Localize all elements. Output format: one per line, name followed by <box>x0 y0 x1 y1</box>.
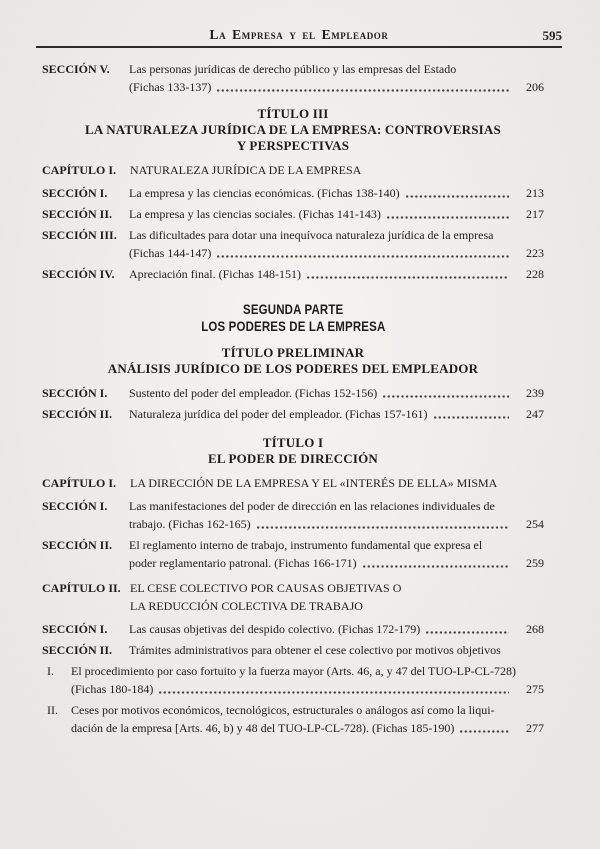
entry-text: (Fichas 144-147) <box>129 246 212 260</box>
entry-body <box>129 384 544 402</box>
entry-label: CAPÍTULO I. <box>42 476 117 490</box>
heading-text: TÍTULO III <box>257 106 329 121</box>
dot-leader <box>217 88 509 93</box>
title-heading <box>42 106 544 154</box>
entry-body <box>129 405 544 423</box>
page-number: 259 <box>526 556 544 570</box>
entry-body <box>129 205 544 223</box>
entry-label: SECCIÓN I. <box>42 499 108 513</box>
dot-leader <box>387 215 509 220</box>
page-number: 217 <box>526 207 544 221</box>
entry-line <box>71 701 544 719</box>
numbered-item-row <box>42 662 544 698</box>
entry-label: SECCIÓN I. <box>42 386 108 400</box>
heading-line <box>42 122 544 138</box>
entry-text: Naturaleza jurídica del poder del empleador. (Fichas 157-161) <box>129 407 428 421</box>
entry-body <box>129 641 544 659</box>
entry-text: La empresa y las ciencias económicas. (Fichas 138-140) <box>129 186 400 200</box>
entry-text: EL CESE COLECTIVO POR CAUSAS OBJETIVAS O <box>130 581 402 595</box>
entry-text: Sustento del poder del empleador. (Fichas 152-156) <box>129 386 378 400</box>
dot-leader <box>307 275 509 280</box>
entry-text: poder reglamentario patronal. (Fichas 166-171) <box>129 556 357 570</box>
dot-leader <box>159 690 509 695</box>
entry-text: (Fichas 180-184) <box>71 682 154 696</box>
page-number: 275 <box>526 682 544 696</box>
entry-text: Ceses por motivos económicos, tecnológicos, estructurales o análogos así como la liqui- <box>71 703 495 717</box>
page-number: 239 <box>526 386 544 400</box>
entry-label: SECCIÓN II. <box>42 407 113 421</box>
dot-leader <box>257 525 509 530</box>
entry-label: I. <box>47 664 54 678</box>
heading-line <box>42 106 544 122</box>
heading-line <box>42 318 544 335</box>
entry-label: CAPÍTULO I. <box>42 163 117 177</box>
entry-line <box>129 515 544 533</box>
chapter-row <box>42 474 544 492</box>
entry-line <box>129 78 544 96</box>
entry-body <box>129 536 544 572</box>
entry-label: CAPÍTULO II. <box>42 581 121 595</box>
numbered-item-row <box>42 701 544 737</box>
section-row <box>42 384 544 402</box>
page-number: 228 <box>526 267 544 281</box>
entry-body <box>130 579 544 615</box>
heading-text: Y PERSPECTIVAS <box>236 138 350 153</box>
section-row <box>42 497 544 533</box>
chapter-row <box>42 579 544 615</box>
entry-label: SECCIÓN II. <box>42 643 113 657</box>
entry-line <box>129 384 544 402</box>
entry-line <box>129 620 544 638</box>
entry-text: dación de la empresa [Arts. 46, b) y 48 del TUO-LP-CL-728). (Fichas 185-190) <box>71 721 455 735</box>
entry-text: Las dificultades para dotar una inequívoca naturaleza jurídica de la empresa <box>129 228 494 242</box>
title-heading <box>42 345 544 377</box>
entry-text: trabajo. (Fichas 162-165) <box>129 517 251 531</box>
entry-text: Las personas jurídicas de derecho público y las empresas del Estado <box>129 62 457 76</box>
heading-text: EL PODER DE DIRECCIÓN <box>208 451 378 466</box>
entry-body <box>71 662 544 698</box>
heading-text: TÍTULO I <box>262 435 324 450</box>
entry-text: El reglamento interno de trabajo, instrumento fundamental que expresa el <box>129 538 483 552</box>
entry-text: NATURALEZA JURÍDICA DE LA EMPRESA <box>130 163 362 177</box>
running-title: La Empresa y el Empleador <box>209 27 389 42</box>
heading-text: TÍTULO PRELIMINAR <box>221 345 365 360</box>
entry-body <box>130 474 544 492</box>
entry-label: SECCIÓN II. <box>42 207 113 221</box>
page-number: 268 <box>526 622 544 636</box>
entry-line <box>129 641 544 659</box>
section-row <box>42 536 544 572</box>
heading-line <box>42 451 544 467</box>
entry-line <box>130 474 544 492</box>
entry-label: SECCIÓN III. <box>42 228 117 242</box>
entry-text: (Fichas 133-137) <box>129 80 212 94</box>
page-number: 206 <box>526 80 544 94</box>
entry-text: Trámites administrativos para obtener el cese colectivo por motivos objetivos <box>129 643 501 657</box>
toc-list <box>42 60 544 737</box>
dot-leader <box>363 564 509 569</box>
entry-line <box>129 205 544 223</box>
entry-body <box>129 265 544 283</box>
entry-label: SECCIÓN IV. <box>42 267 115 281</box>
page-number: 213 <box>526 186 544 200</box>
entry-line <box>129 536 544 554</box>
entry-text: Las causas objetivas del despido colectivo. (Fichas 172-179) <box>129 622 421 636</box>
dot-leader <box>460 729 509 734</box>
entry-text: LA REDUCCIÓN COLECTIVA DE TRABAJO <box>130 599 363 613</box>
entry-body <box>130 161 544 179</box>
chapter-row <box>42 161 544 179</box>
entry-line <box>129 244 544 262</box>
section-row <box>42 184 544 202</box>
entry-line <box>129 554 544 572</box>
section-row <box>42 265 544 283</box>
entry-line <box>130 597 544 615</box>
page-number: 277 <box>526 721 544 735</box>
page-header <box>36 26 562 48</box>
entry-body <box>129 184 544 202</box>
entry-body <box>129 497 544 533</box>
page-number: 254 <box>526 517 544 531</box>
heading-text: SEGUNDA PARTE <box>242 301 344 317</box>
entry-body <box>129 620 544 638</box>
entry-text: El procedimiento por caso fortuito y la fuerza mayor (Arts. 46, a, y 47 del TUO-LP-CL-728) <box>71 664 516 678</box>
entry-label: SECCIÓN II. <box>42 538 113 552</box>
section-row <box>42 60 544 96</box>
entry-body <box>129 226 544 262</box>
section-row <box>42 405 544 423</box>
entry-label: SECCIÓN I. <box>42 186 108 200</box>
entry-label: SECCIÓN I. <box>42 622 108 636</box>
heading-text: LA NATURALEZA JURÍDICA DE LA EMPRESA: CONTROVERSIAS <box>85 122 501 137</box>
entry-line <box>129 184 544 202</box>
entry-line <box>129 226 544 244</box>
entry-text: La empresa y las ciencias sociales. (Fichas 141-143) <box>129 207 381 221</box>
section-row <box>42 226 544 262</box>
entry-label: SECCIÓN V. <box>42 62 110 76</box>
entry-line <box>130 579 544 597</box>
entry-line <box>129 265 544 283</box>
title-heading <box>42 435 544 467</box>
page-number-top: 595 <box>542 28 562 43</box>
part-heading <box>42 301 544 335</box>
heading-line <box>42 345 544 361</box>
entry-line <box>129 405 544 423</box>
entry-body <box>71 701 544 737</box>
heading-line <box>42 301 544 318</box>
section-row <box>42 641 544 659</box>
entry-line <box>129 60 544 78</box>
heading-line <box>42 138 544 154</box>
heading-line <box>42 361 544 377</box>
entry-line <box>71 662 544 680</box>
entry-text: LA DIRECCIÓN DE LA EMPRESA Y EL «INTERÉS DE ELLA» MISMA <box>130 476 498 490</box>
entry-body <box>129 60 544 96</box>
page-number: 247 <box>526 407 544 421</box>
heading-text: ANÁLISIS JURÍDICO DE LOS PODERES DEL EMPLEADOR <box>107 361 479 376</box>
heading-text: LOS PODERES DE LA EMPRESA <box>200 318 386 334</box>
entry-label: II. <box>47 703 58 717</box>
entry-line <box>130 161 544 179</box>
entry-text: Apreciación final. (Fichas 148-151) <box>129 267 301 281</box>
dot-leader <box>217 254 509 259</box>
section-row <box>42 620 544 638</box>
dot-leader <box>434 415 509 420</box>
heading-line <box>42 435 544 451</box>
entry-text: Las manifestaciones del poder de dirección en las relaciones individuales de <box>129 499 495 513</box>
section-row <box>42 205 544 223</box>
dot-leader <box>426 630 509 635</box>
page-number: 223 <box>526 246 544 260</box>
dot-leader <box>383 394 509 399</box>
entry-line <box>129 497 544 515</box>
entry-line <box>71 719 544 737</box>
dot-leader <box>406 194 509 199</box>
entry-line <box>71 680 544 698</box>
